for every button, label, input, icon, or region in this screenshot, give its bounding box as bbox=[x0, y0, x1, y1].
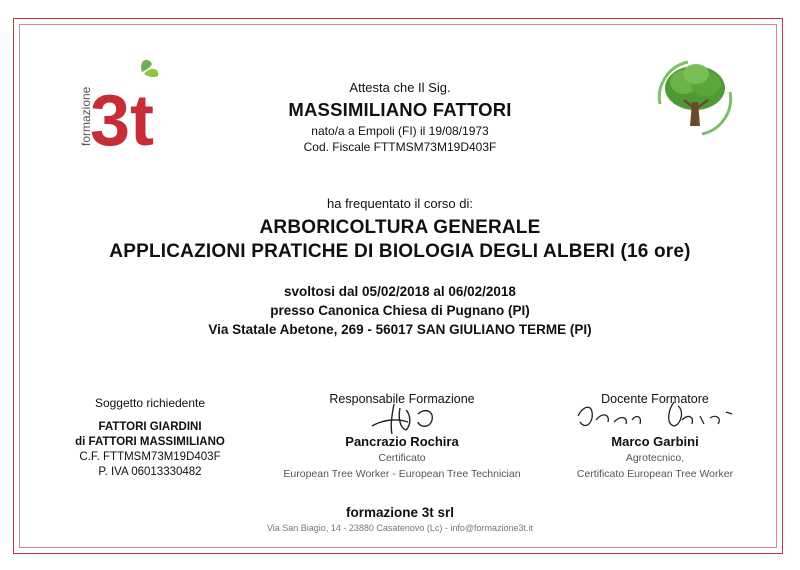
responsabile-role: Responsabile Formazione bbox=[329, 392, 475, 406]
footer-address: Via San Biagio, 14 - 23880 Casatenovo (Lc) - info@formazione3t.it bbox=[266, 523, 534, 533]
responsabile-name: Pancrazio Rochira bbox=[345, 434, 459, 449]
requester-block bbox=[60, 396, 240, 480]
docente-role: Docente Formatore bbox=[601, 392, 709, 406]
requester-vat: P. IVA 06013330482 bbox=[98, 466, 202, 478]
course-subtitle: APPLICAZIONI PRATICHE DI BIOLOGIA DEGLI ALBERI (16 ore) bbox=[109, 241, 691, 262]
responsabile-signature bbox=[362, 400, 462, 436]
course-dates: svoltosi dal 05/02/2018 al 06/02/2018 bbox=[284, 284, 516, 299]
course-address: Via Statale Abetone, 269 - 56017 SAN GIULIANO TERME (PI) bbox=[208, 322, 592, 337]
responsabile-title: European Tree Worker - European Tree Technician bbox=[283, 468, 521, 480]
venue-block bbox=[60, 282, 740, 339]
course-title: ARBORICOLTURA GENERALE bbox=[259, 217, 541, 238]
requester-fiscal-code: C.F. FTTMSM73M19D403F bbox=[79, 451, 221, 463]
tree-logo bbox=[648, 56, 742, 140]
responsabile-cert: Certificato bbox=[378, 452, 426, 464]
docente-block bbox=[560, 392, 750, 481]
requester-owner: di FATTORI MASSIMILIANO bbox=[75, 436, 225, 448]
docente-qualification: Agrotecnico, bbox=[625, 452, 685, 464]
formazione-3t-logo bbox=[70, 58, 162, 158]
attesta-label: Attesta che Il Sig. bbox=[349, 80, 451, 95]
fiscal-code: Cod. Fiscale FTTMSM73M19D403F bbox=[303, 140, 497, 154]
course-block bbox=[40, 196, 760, 263]
logo-brand-text: formazione bbox=[79, 86, 93, 146]
docente-name: Marco Garbini bbox=[611, 434, 699, 449]
footer-company: formazione 3t srl bbox=[345, 505, 455, 520]
birth-info: nato/a a Empoli (FI) il 19/08/1973 bbox=[311, 124, 489, 138]
docente-cert: Certificato European Tree Worker bbox=[576, 468, 734, 480]
requester-label: Soggetto richiedente bbox=[94, 396, 206, 410]
course-intro: ha frequentato il corso di: bbox=[327, 196, 473, 211]
recipient-name: MASSIMILIANO FATTORI bbox=[288, 99, 512, 120]
recipient-block bbox=[200, 80, 600, 154]
logo-brand-mark: 3t bbox=[90, 81, 155, 158]
docente-signature bbox=[570, 396, 740, 436]
footer bbox=[200, 505, 600, 533]
responsabile-block bbox=[272, 392, 532, 481]
requester-company: FATTORI GIARDINI bbox=[98, 421, 202, 433]
course-place: presso Canonica Chiesa di Pugnano (PI) bbox=[270, 303, 530, 318]
